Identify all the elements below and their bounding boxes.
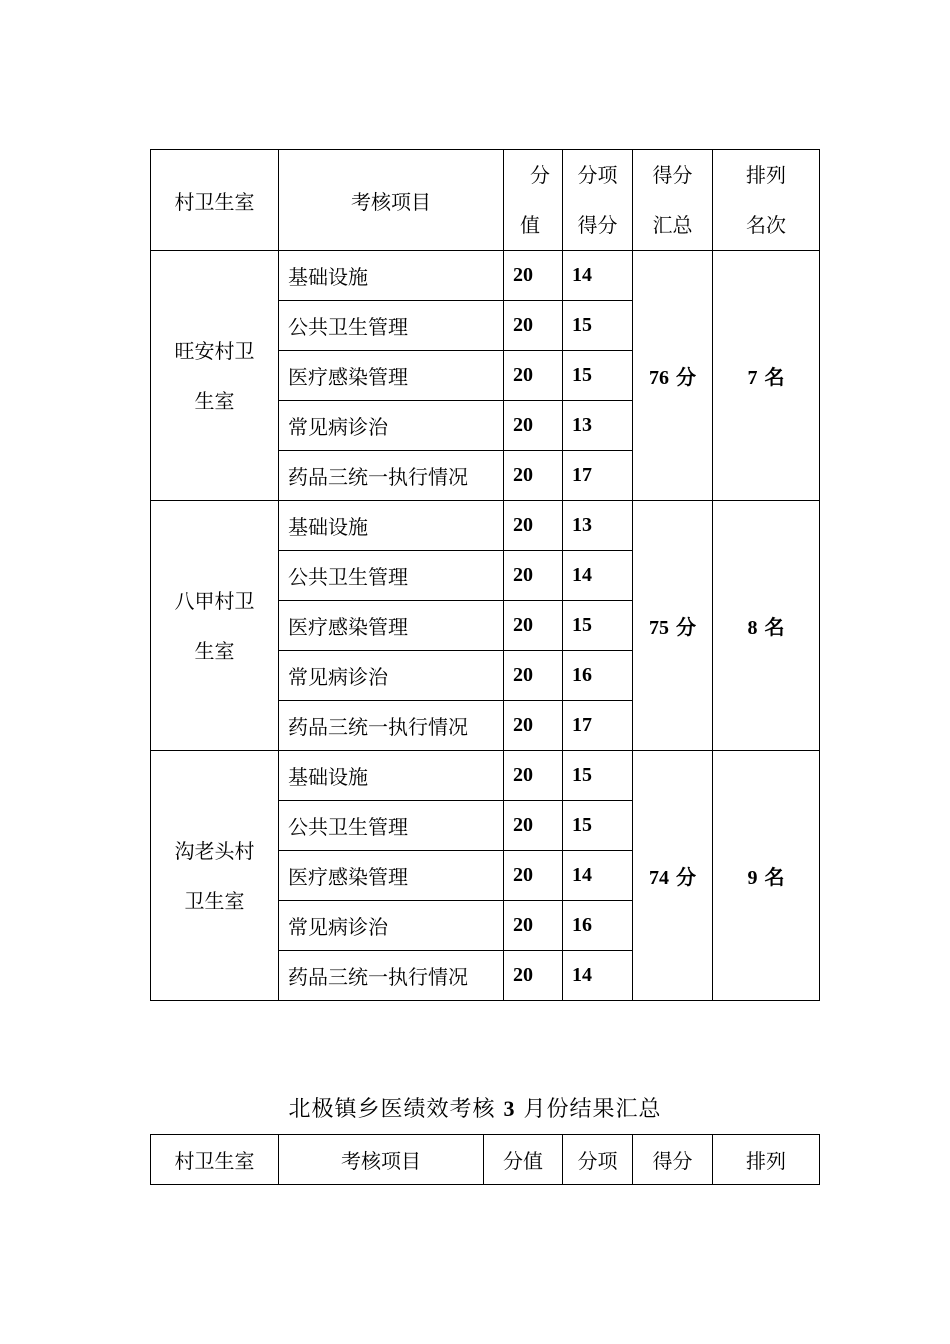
header-village: 村卫生室 — [151, 150, 279, 251]
item-cell: 药品三统一执行情况 — [279, 951, 504, 1001]
table-row — [151, 251, 820, 301]
score-cell: 20 — [504, 401, 563, 451]
total-cell — [633, 501, 713, 751]
caption-suffix: 月份结果汇总 — [523, 1097, 662, 1122]
header-total — [633, 150, 713, 251]
total-unit: 分 — [675, 365, 696, 389]
item-score-cell: 14 — [563, 551, 633, 601]
item-score-cell: 14 — [563, 951, 633, 1001]
item-cell: 常见病诊治 — [279, 401, 504, 451]
item-cell: 公共卫生管理 — [279, 551, 504, 601]
village-cell — [151, 751, 279, 1001]
score-cell: 20 — [504, 851, 563, 901]
item-score-cell: 13 — [563, 501, 633, 551]
caption-month: 3 — [503, 1096, 516, 1121]
header-score-line1: 分 — [530, 163, 550, 187]
header-score-line2: 值 — [520, 213, 540, 237]
total-value: 76 — [649, 367, 670, 389]
score-cell: 20 — [504, 251, 563, 301]
total-unit: 分 — [675, 865, 696, 889]
item-cell: 医疗感染管理 — [279, 851, 504, 901]
item-cell: 医疗感染管理 — [279, 601, 504, 651]
item-cell: 药品三统一执行情况 — [279, 701, 504, 751]
score-cell: 20 — [504, 551, 563, 601]
score-cell: 20 — [504, 651, 563, 701]
item-score-cell: 16 — [563, 651, 633, 701]
rank-value: 9 — [747, 867, 758, 889]
score-cell: 20 — [504, 301, 563, 351]
item-score-cell: 15 — [563, 801, 633, 851]
village-name-line2: 生室 — [194, 638, 235, 663]
table-header-row — [151, 1135, 820, 1185]
item-cell: 基础设施 — [279, 251, 504, 301]
score-cell: 20 — [504, 351, 563, 401]
score-cell: 20 — [504, 801, 563, 851]
assessment-table — [150, 149, 820, 1001]
score-cell: 20 — [504, 601, 563, 651]
rank-cell — [713, 751, 820, 1001]
village-name-line1: 旺安村卫 — [174, 338, 255, 363]
header-itemscore-line1: 分项 — [577, 163, 618, 187]
item-cell: 公共卫生管理 — [279, 301, 504, 351]
village-name-line1: 沟老头村 — [174, 838, 255, 863]
village-cell — [151, 501, 279, 751]
item-cell: 基础设施 — [279, 501, 504, 551]
village-cell — [151, 251, 279, 501]
total-value: 75 — [649, 617, 670, 639]
item-score-cell: 15 — [563, 351, 633, 401]
table-row — [151, 501, 820, 551]
score-cell: 20 — [504, 951, 563, 1001]
item-score-cell: 13 — [563, 401, 633, 451]
header-score — [504, 150, 563, 251]
item-cell: 药品三统一执行情况 — [279, 451, 504, 501]
rank-unit: 名 — [764, 615, 785, 639]
rank-unit: 名 — [764, 865, 785, 889]
item-score-cell: 16 — [563, 901, 633, 951]
header-village: 村卫生室 — [151, 1135, 279, 1185]
item-cell: 基础设施 — [279, 751, 504, 801]
item-score-cell: 15 — [563, 751, 633, 801]
village-name-line1: 八甲村卫 — [174, 588, 255, 613]
total-cell — [633, 751, 713, 1001]
rank-unit: 名 — [764, 365, 785, 389]
item-cell: 公共卫生管理 — [279, 801, 504, 851]
item-cell: 常见病诊治 — [279, 901, 504, 951]
header-rank — [713, 150, 820, 251]
header-total: 得分 — [633, 1135, 713, 1185]
table-header-row — [151, 150, 820, 251]
total-unit: 分 — [675, 615, 696, 639]
item-score-cell: 14 — [563, 251, 633, 301]
header-rank-line2: 名次 — [746, 213, 786, 237]
table-row — [151, 751, 820, 801]
score-cell: 20 — [504, 751, 563, 801]
header-itemscore-line2: 得分 — [577, 213, 618, 237]
rank-value: 7 — [747, 367, 758, 389]
header-itemscore — [563, 150, 633, 251]
item-score-cell: 15 — [563, 601, 633, 651]
item-score-cell: 15 — [563, 301, 633, 351]
village-name-line2: 卫生室 — [184, 888, 245, 913]
score-cell: 20 — [504, 451, 563, 501]
header-item: 考核项目 — [279, 150, 504, 251]
rank-cell — [713, 501, 820, 751]
header-itemscore: 分项 — [563, 1135, 633, 1185]
total-value: 74 — [649, 867, 670, 889]
table-caption — [0, 1092, 950, 1123]
rank-cell — [713, 251, 820, 501]
score-cell: 20 — [504, 501, 563, 551]
rank-value: 8 — [747, 617, 758, 639]
score-cell: 20 — [504, 701, 563, 751]
item-score-cell: 17 — [563, 451, 633, 501]
header-score: 分值 — [484, 1135, 563, 1185]
summary-table — [150, 1134, 820, 1185]
item-cell: 医疗感染管理 — [279, 351, 504, 401]
total-cell — [633, 251, 713, 501]
score-cell: 20 — [504, 901, 563, 951]
village-name-line2: 生室 — [194, 388, 235, 413]
header-item: 考核项目 — [279, 1135, 484, 1185]
header-rank-line1: 排列 — [746, 163, 786, 187]
item-cell: 常见病诊治 — [279, 651, 504, 701]
header-total-line2: 汇总 — [652, 213, 693, 237]
header-rank: 排列 — [713, 1135, 820, 1185]
item-score-cell: 17 — [563, 701, 633, 751]
caption-prefix: 北极镇乡医绩效考核 — [288, 1097, 496, 1122]
item-score-cell: 14 — [563, 851, 633, 901]
header-total-line1: 得分 — [652, 163, 693, 187]
